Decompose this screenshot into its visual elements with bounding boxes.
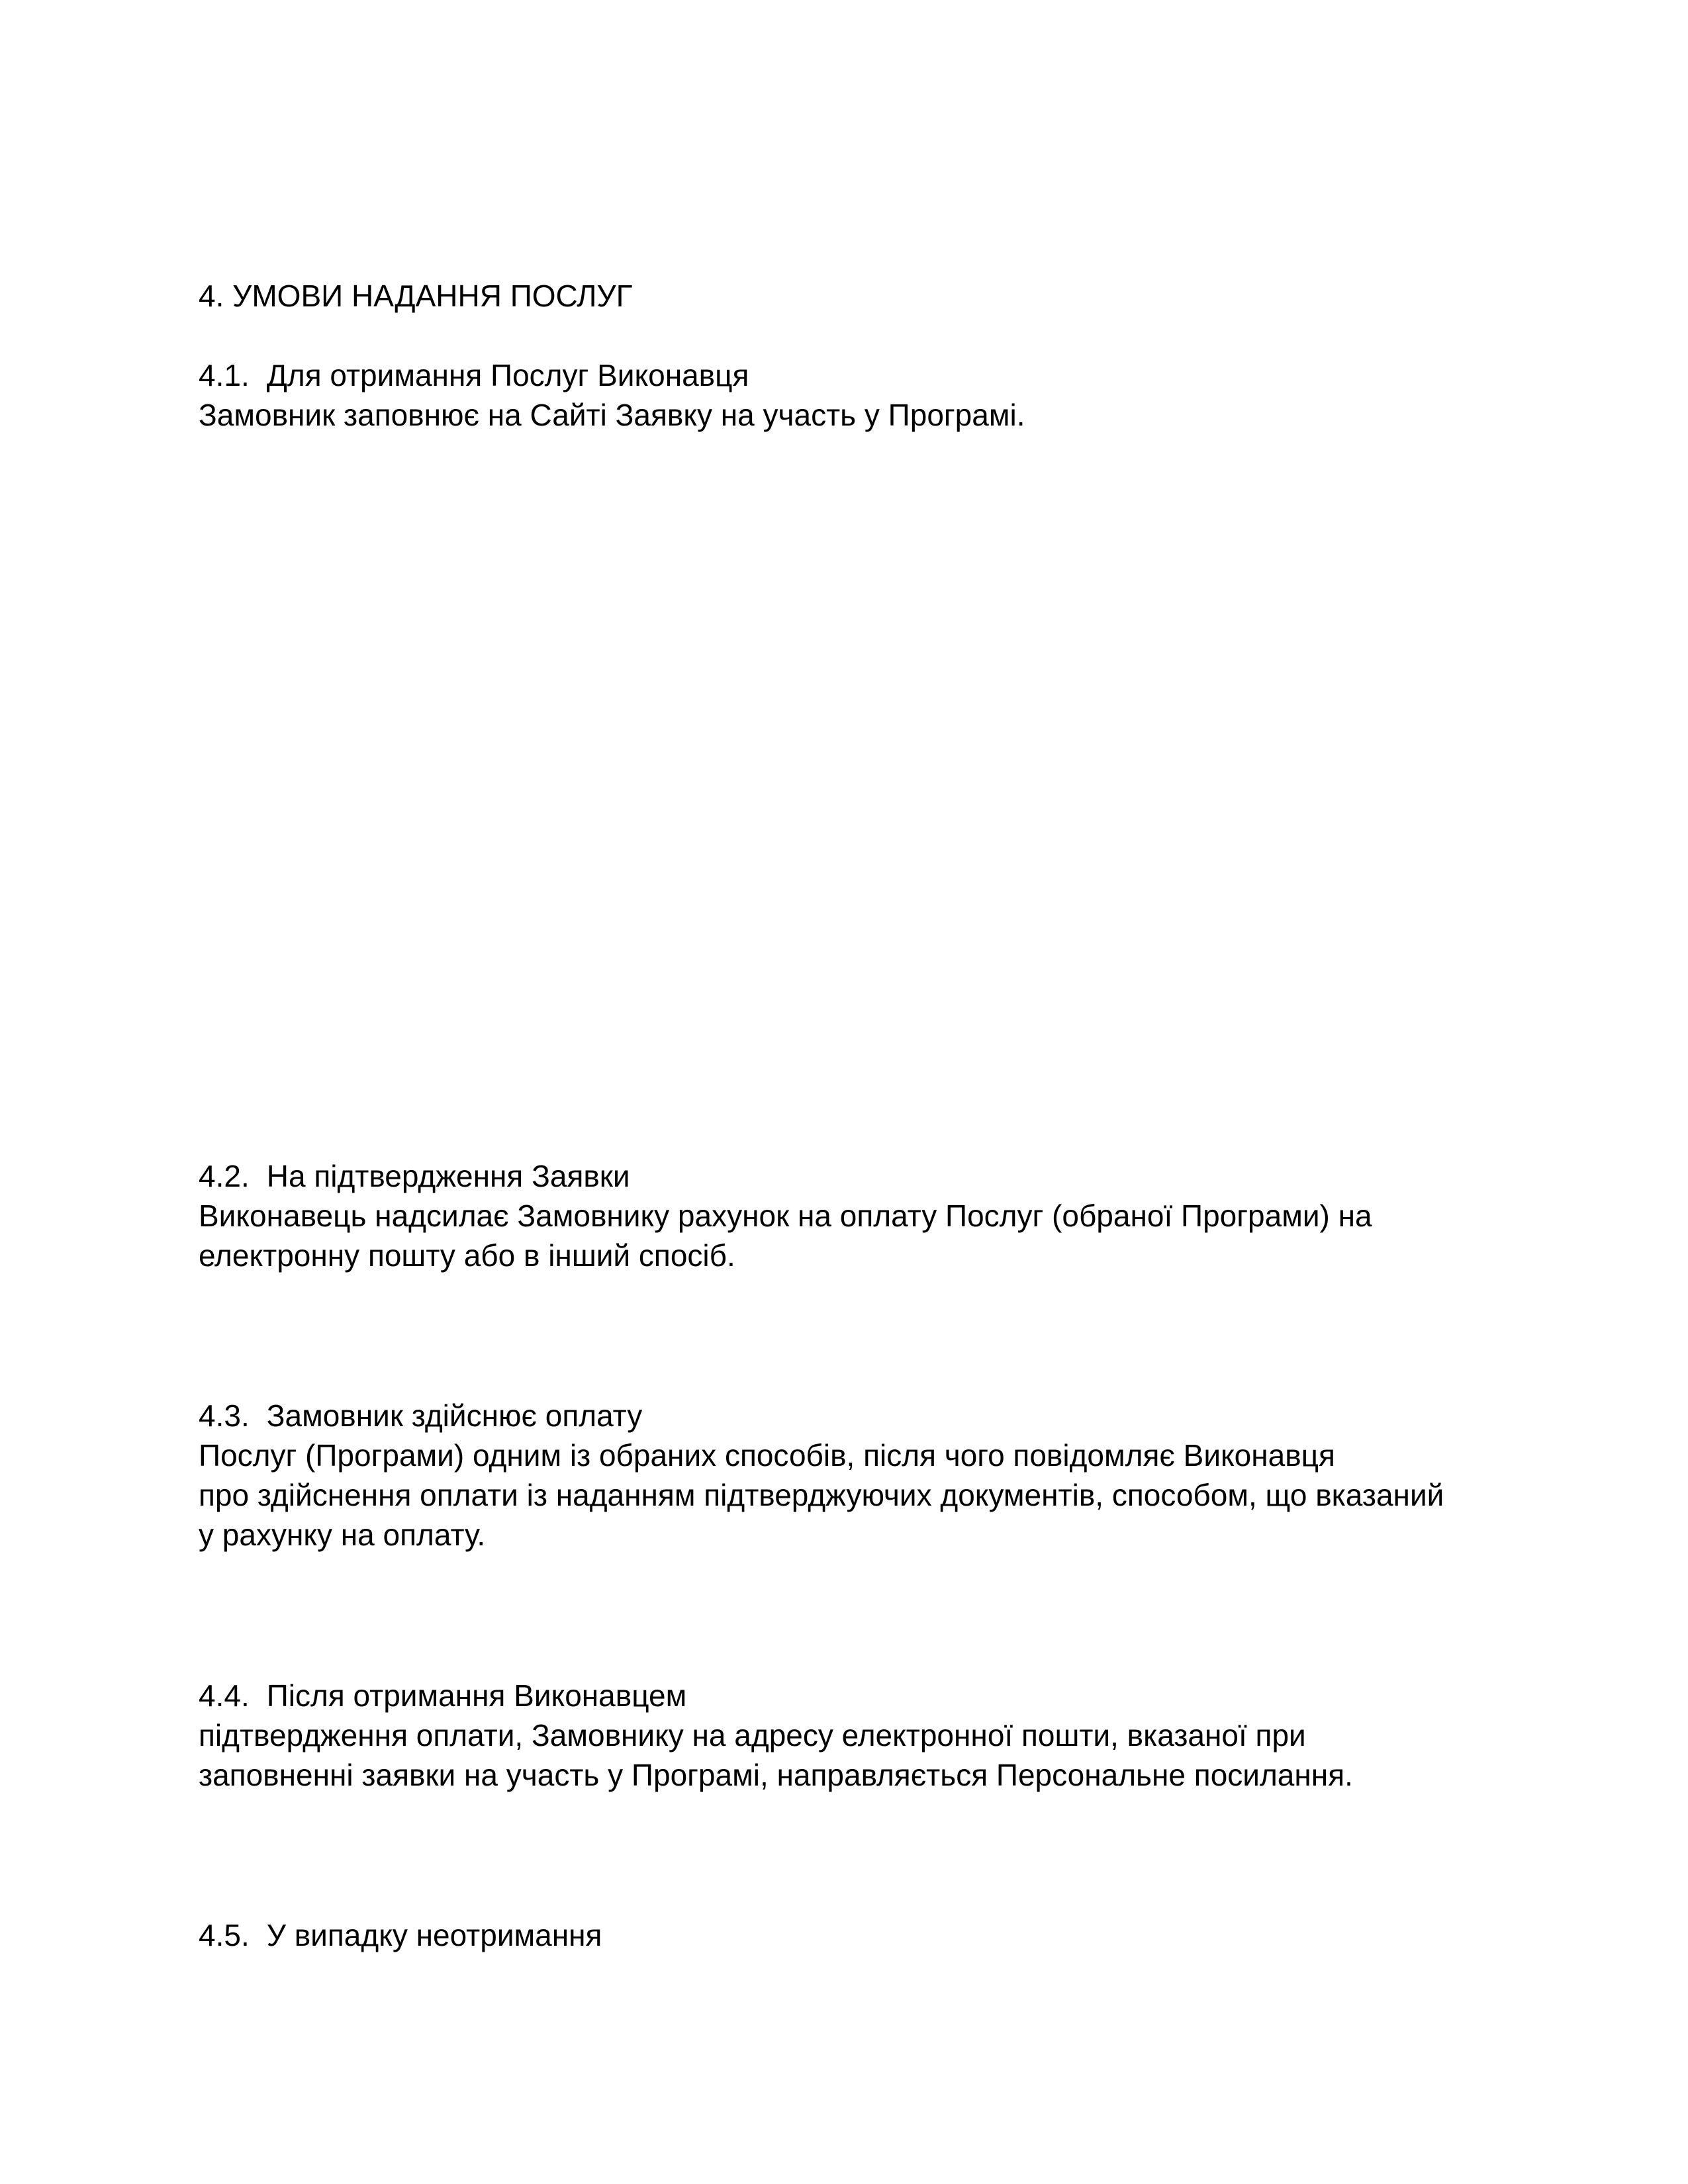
- item-number: 4.1.: [199, 358, 250, 392]
- item-4-3-text-line: про здійснення оплати із наданням підтверджуючих документів, способом, що вказаний: [199, 1478, 1444, 1512]
- item-lead: Замовник здійснює оплату: [266, 1398, 643, 1433]
- item-4-3-text-line: у рахунку на оплату.: [199, 1518, 486, 1552]
- item-lead: Для отримання Послуг Виконавця: [266, 358, 749, 392]
- item-4-3-text-line: Послуг (Програми) одним із обраних способів, після чого повідомляє Виконавця: [199, 1438, 1335, 1473]
- item-lead: У випадку неотримання: [266, 1918, 602, 1952]
- item-number: 4.4.: [199, 1678, 250, 1713]
- item-4-1-heading: [199, 355, 749, 395]
- item-lead: Після отримання Виконавцем: [266, 1678, 687, 1713]
- item-4-2-text-line: Виконавець надсилає Замовнику рахунок на оплату Послуг (обраної Програми) на: [199, 1199, 1372, 1233]
- section-title: 4. УМОВИ НАДАННЯ ПОСЛУГ: [199, 279, 633, 313]
- item-4-2-text-line: електронну пошту або в інший спосіб.: [199, 1238, 735, 1273]
- item-4-1-text-line: Замовник заповнює на Сайті Заявку на участь у Програмі.: [199, 398, 1025, 432]
- item-number: 4.5.: [199, 1918, 250, 1952]
- item-lead: На підтвердження Заявки: [266, 1159, 630, 1193]
- item-number: 4.3.: [199, 1398, 250, 1433]
- item-4-3-heading: [199, 1396, 642, 1435]
- item-4-5-heading: [199, 1915, 602, 1955]
- item-4-4-heading: [199, 1676, 686, 1715]
- item-4-2-heading: [199, 1156, 630, 1196]
- item-number: 4.2.: [199, 1159, 250, 1193]
- item-4-4-text-line: заповненні заявки на участь у Програмі, направляється Персональне посилання.: [199, 1758, 1353, 1792]
- item-4-4-text-line: підтвердження оплати, Замовнику на адресу електронної пошти, вказаної при: [199, 1718, 1306, 1752]
